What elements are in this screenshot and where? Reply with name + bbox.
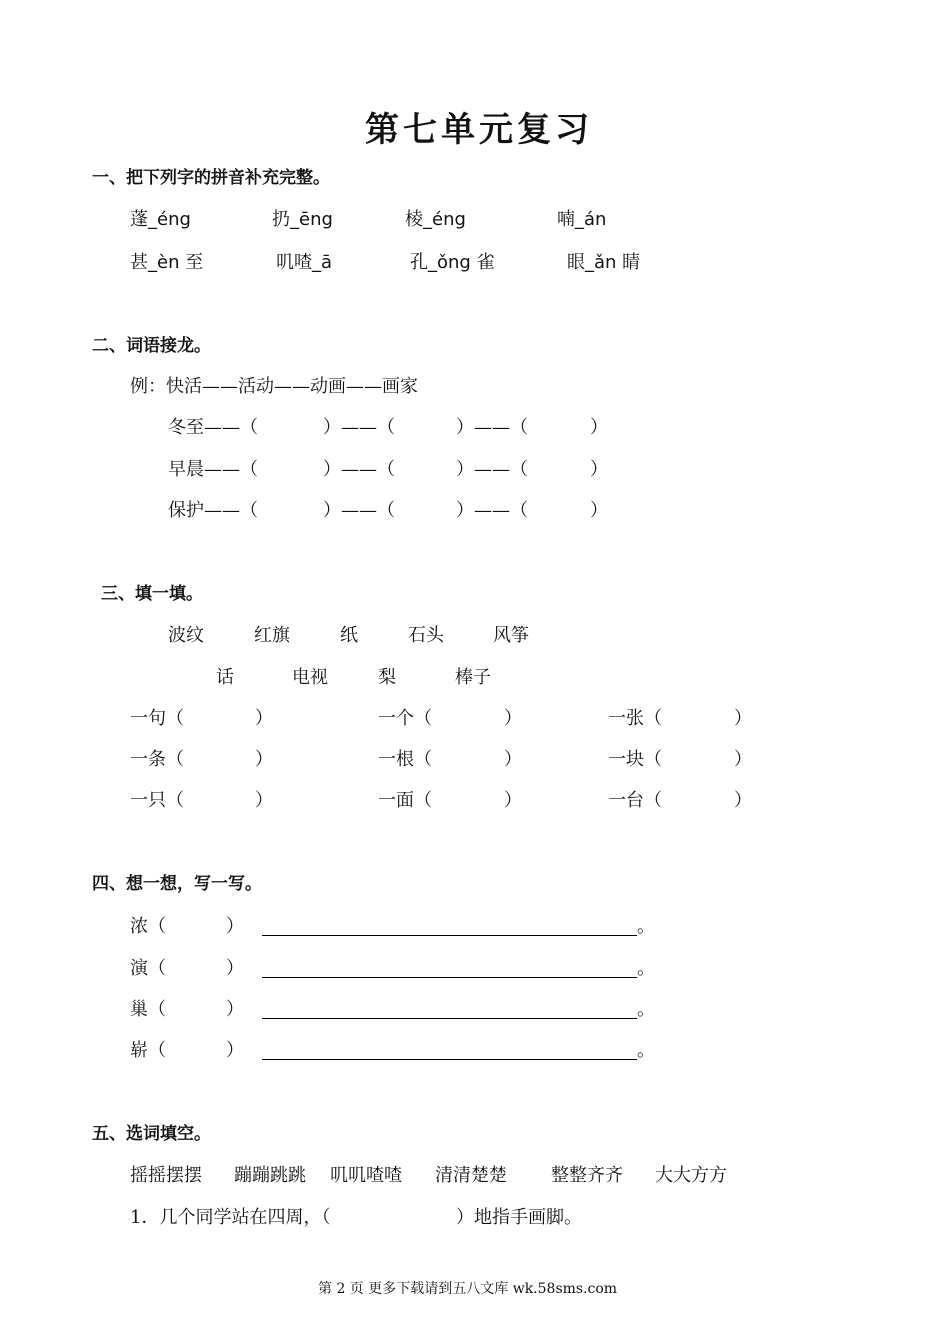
pinyin-item: 眼_ǎn 睛 [567,252,641,273]
pinyin-item: 棱_éng [405,209,466,230]
word-choice: 波纹 [168,625,204,646]
chain-row-start: 早晨——（ [168,459,258,480]
measure-blank: 一台（ [608,790,662,811]
section4-heading: 四、想一想，写一写。 [92,874,262,894]
section2-heading: 二、词语接龙。 [92,336,211,356]
measure-blank: 一张（ [608,708,662,729]
chain-row-end: ） [590,500,608,521]
write-item-close: ） [226,958,244,979]
blank-close: ） [734,790,752,811]
word-choice: 摇摇摆摆 [130,1165,202,1186]
measure-blank: 一块（ [608,749,662,770]
write-item-end: 。 [637,999,655,1020]
word-choice: 叽叽喳喳 [330,1165,402,1186]
write-line[interactable] [262,935,637,936]
word-choice: 话 [216,667,234,688]
measure-blank: 一条（ [130,749,184,770]
pinyin-item: 孔_ǒng 雀 [410,252,495,273]
section1-heading: 一、把下列字的拼音补充完整。 [92,168,330,188]
write-item-end: 。 [637,1040,655,1061]
word-choice: 梨 [378,667,396,688]
blank-close: ） [734,708,752,729]
blank-close: ） [504,749,522,770]
question-start: 1．几个同学站在四周，（ [130,1207,331,1228]
measure-blank: 一根（ [378,749,432,770]
chain-row-end: ） [590,459,608,480]
write-item-close: ） [226,1040,244,1061]
write-line[interactable] [262,1059,637,1060]
pinyin-item: 扔_ēng [272,209,333,230]
word-choice: 整整齐齐 [551,1165,623,1186]
blank-close: ） [504,708,522,729]
section3-heading: 三、填一填。 [101,584,203,604]
write-item-char: 演（ [130,958,166,979]
blank-close: ） [255,790,273,811]
measure-blank: 一面（ [378,790,432,811]
pinyin-item: 甚_èn 至 [130,252,204,273]
word-choice: 棒子 [455,667,491,688]
chain-row-end: ） [590,417,608,438]
chain-row-mid: ）——（ [456,417,528,438]
measure-blank: 一句（ [130,708,184,729]
measure-blank: 一只（ [130,790,184,811]
measure-blank: 一个（ [378,708,432,729]
chain-row-start: 冬至——（ [168,417,258,438]
blank-close: ） [734,749,752,770]
word-choice: 风筝 [493,625,529,646]
write-item-char: 巢（ [130,999,166,1020]
blank-close: ） [504,790,522,811]
chain-row-mid: ）——（ [456,500,528,521]
write-line[interactable] [262,1018,637,1019]
word-choice: 电视 [292,667,328,688]
word-choice: 红旗 [254,625,290,646]
blank-close: ） [255,708,273,729]
word-choice: 大大方方 [655,1165,727,1186]
question-end: ）地指手画脚。 [456,1207,582,1228]
chain-row-mid: ）——（ [456,459,528,480]
page-title: 第七单元复习 [365,110,593,150]
write-item-close: ） [226,916,244,937]
chain-row-mid: ）——（ [323,459,395,480]
word-choice: 清清楚楚 [435,1165,507,1186]
pinyin-item: 蓬_éng [130,209,191,230]
chain-row-mid: ）——（ [323,500,395,521]
chain-row-mid: ）——（ [323,417,395,438]
chain-example: 例：快活——活动——动画——画家 [130,376,418,397]
blank-close: ） [255,749,273,770]
write-item-char: 浓（ [130,916,166,937]
write-line[interactable] [262,977,637,978]
word-choice: 蹦蹦跳跳 [234,1165,306,1186]
section5-heading: 五、选词填空。 [92,1124,211,1144]
write-item-end: 。 [637,958,655,979]
write-item-close: ） [226,999,244,1020]
page-footer: 第 2 页 更多下载请到五八文库 wk.58sms.com [318,1281,618,1297]
write-item-end: 。 [637,916,655,937]
word-choice: 石头 [408,625,444,646]
chain-row-start: 保护——（ [168,500,258,521]
pinyin-item: 叽喳_ā [276,252,333,273]
word-choice: 纸 [340,625,358,646]
write-item-char: 崭（ [130,1040,166,1061]
pinyin-item: 喃_án [557,209,607,230]
